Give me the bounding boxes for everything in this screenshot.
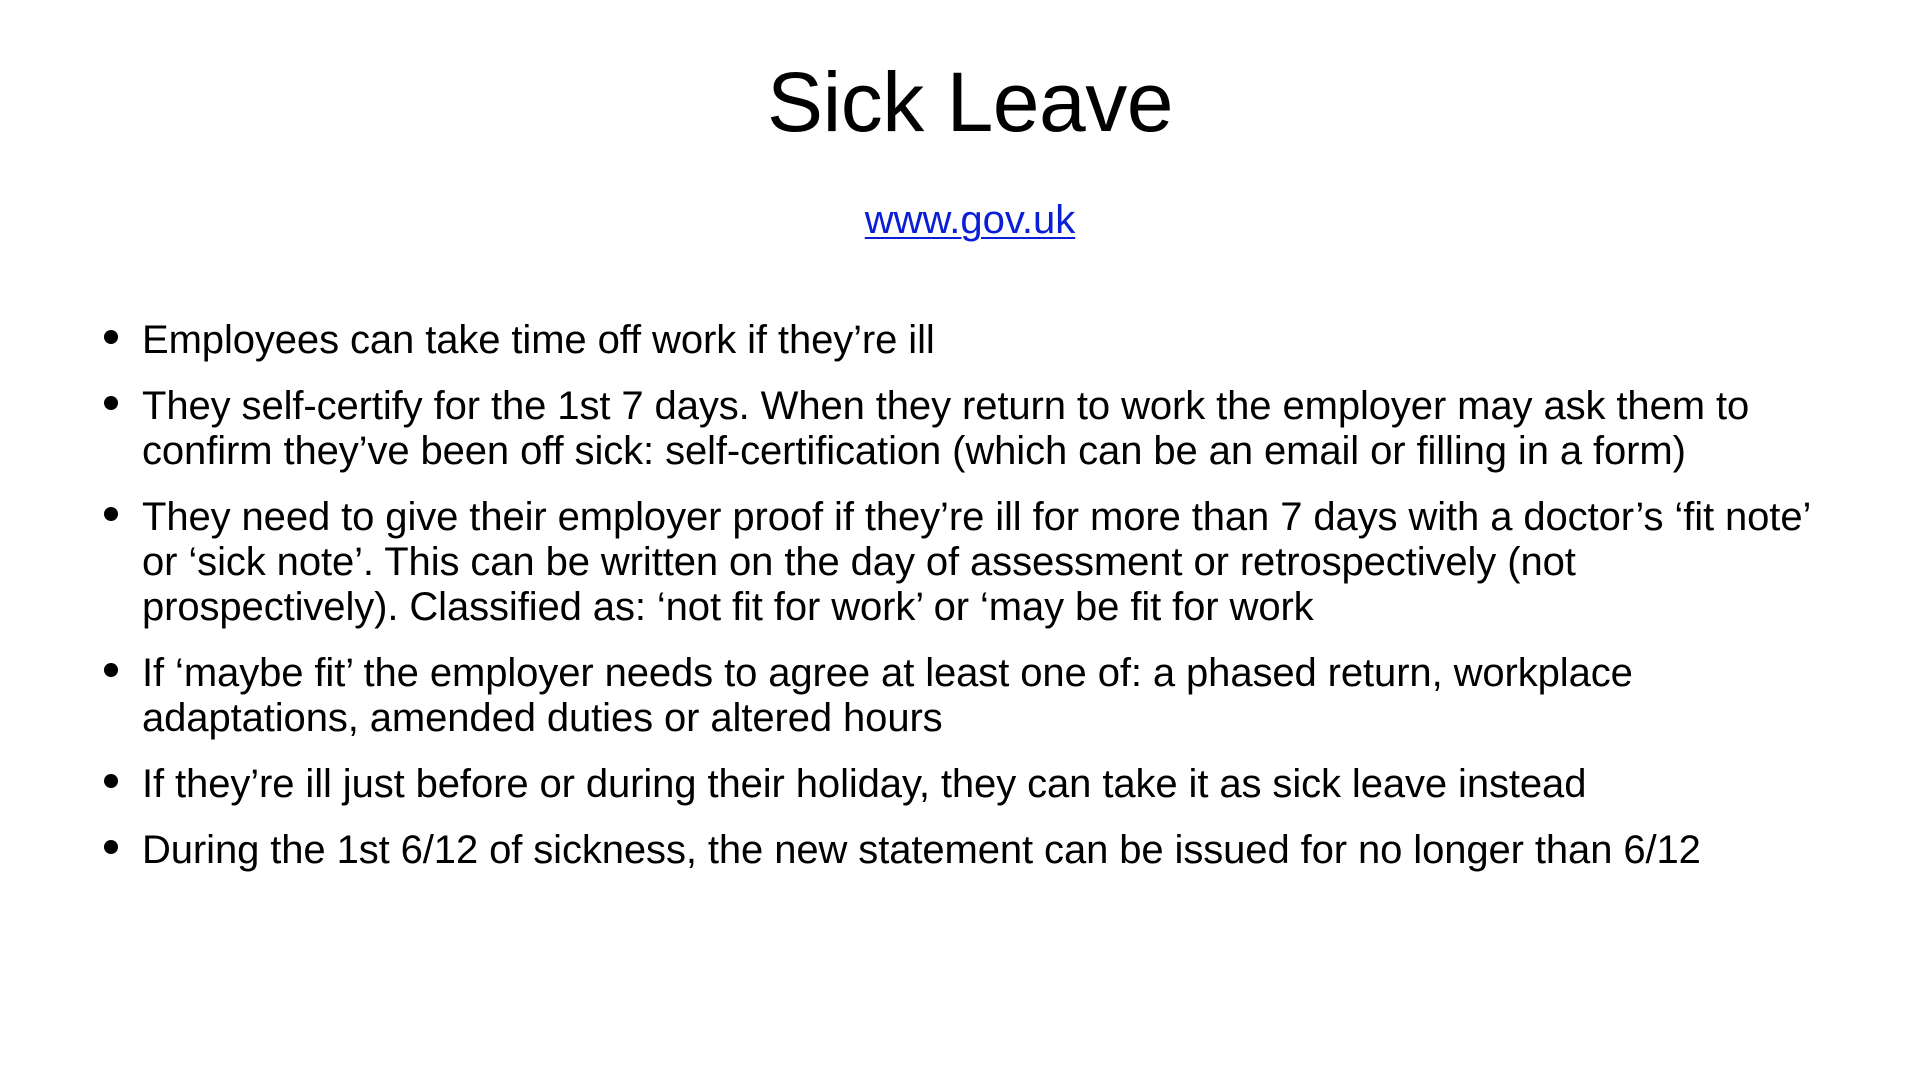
bullet-point-icon	[104, 840, 118, 854]
bullet-point-icon	[104, 507, 118, 521]
bullet-list	[96, 318, 1836, 894]
source-link[interactable]: www.gov.uk	[864, 198, 1076, 242]
bullet-text: If they’re ill just before or during their holiday, they can take it as sick leave instead	[142, 762, 1587, 806]
bullet-item	[96, 762, 1836, 807]
bullet-text: During the 1st 6/12 of sickness, the new statement can be issued for no longer than 6/12	[142, 828, 1701, 872]
bullet-item	[96, 384, 1836, 474]
bullet-item	[96, 828, 1836, 873]
bullet-text: They need to give their employer proof if they’re ill for more than 7 days with a doctor’s ‘fit note’ or ‘sick note’. This can be written on the day of assessment or retrospectively (not prospectively). Classified as: ‘not fit for work’ or ‘may be fit for work	[142, 495, 1810, 629]
bullet-point-icon	[104, 774, 118, 788]
bullet-text: They self-certify for the 1st 7 days. When they return to work the employer may ask them to confirm they’ve been off sick: self-certification (which can be an email or filling in a form)	[142, 384, 1750, 473]
bullet-item	[96, 495, 1836, 630]
bullet-text: Employees can take time off work if they’re ill	[142, 318, 935, 362]
bullet-point-icon	[104, 396, 118, 410]
source-link-container	[0, 196, 1920, 244]
bullet-text: If ‘maybe fit’ the employer needs to agree at least one of: a phased return, workplace adaptations, amended duties or altered hours	[142, 651, 1633, 740]
bullet-point-icon	[104, 330, 118, 344]
slide-title: Sick Leave	[767, 55, 1173, 149]
bullet-item	[96, 651, 1836, 741]
bullet-item	[96, 318, 1836, 363]
bullet-point-icon	[104, 663, 118, 677]
